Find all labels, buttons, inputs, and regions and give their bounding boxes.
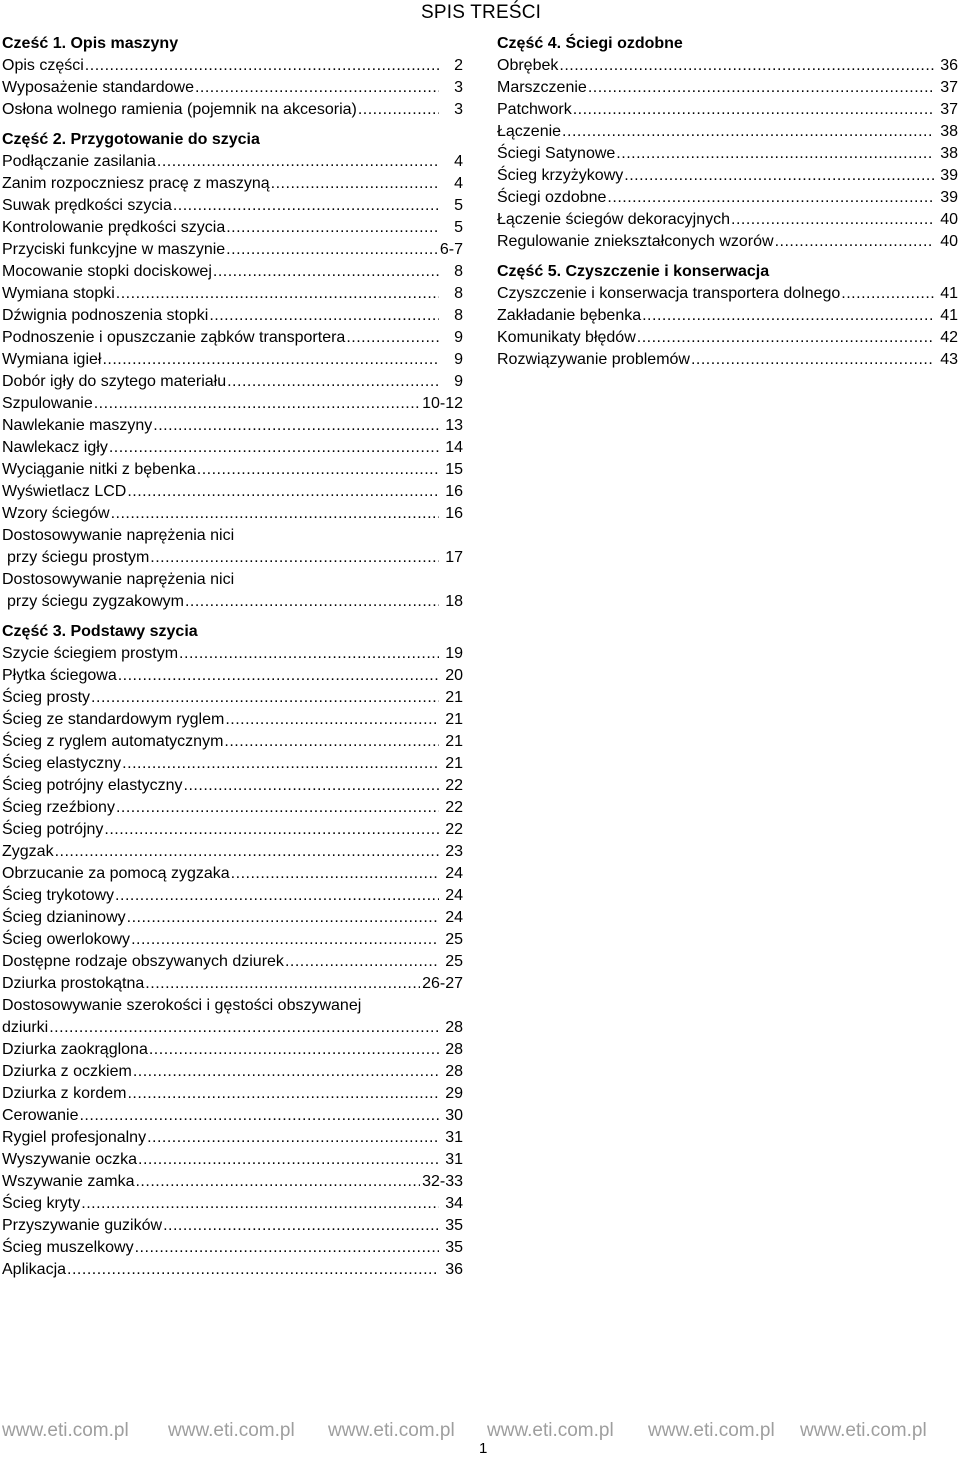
entry-label: Dostosowywanie szerokości i gęstości obszywanej	[2, 997, 362, 1014]
dot-leader	[346, 327, 439, 349]
entry-page: 35	[445, 1239, 463, 1256]
toc-entry[interactable]	[2, 643, 463, 665]
entry-page: 3	[454, 101, 463, 118]
entry-label: Mocowanie stopki dociskowej	[2, 263, 212, 280]
entry-page: 16	[445, 505, 463, 522]
dot-leader	[841, 283, 934, 305]
dot-leader	[225, 709, 439, 731]
entry-page: 41	[940, 285, 958, 302]
entry-page: 28	[445, 1019, 463, 1036]
footer-link[interactable]: www.eti.com.pl	[648, 1420, 775, 1441]
dot-leader	[573, 99, 934, 121]
toc-entry[interactable]	[2, 525, 463, 569]
entry-line	[2, 1017, 463, 1039]
toc-right-column	[497, 33, 958, 379]
entry-label: Szycie ściegiem prostym	[2, 645, 179, 662]
toc-entry[interactable]	[2, 1149, 463, 1171]
dot-leader	[231, 863, 439, 885]
entry-page: 24	[445, 887, 463, 904]
footer-link[interactable]: www.eti.com.pl	[2, 1420, 129, 1441]
entry-page: 22	[445, 799, 463, 816]
dot-leader	[775, 231, 934, 253]
dot-leader	[150, 547, 439, 569]
entry-label: Ścieg prosty	[2, 689, 91, 706]
entry-page: 42	[940, 329, 958, 346]
entry-label: Wszywanie zamka	[2, 1173, 135, 1190]
dot-leader	[226, 239, 438, 261]
entry-page: 38	[940, 123, 958, 140]
toc-entry[interactable]	[2, 55, 463, 77]
toc-entry[interactable]	[2, 885, 463, 907]
entry-label: Obrzucanie za pomocą zygzaka	[2, 865, 230, 882]
entry-label: Dostosowywanie naprężenia nici	[2, 527, 235, 544]
toc-entry[interactable]	[2, 1237, 463, 1259]
entry-page: 37	[940, 101, 958, 118]
dot-leader	[138, 1149, 439, 1171]
dot-leader	[111, 503, 439, 525]
toc-entry[interactable]	[2, 459, 463, 481]
dot-leader	[102, 349, 439, 371]
toc-entry[interactable]	[2, 1061, 463, 1083]
entry-page: 34	[445, 1195, 463, 1212]
entry-label: Suwak prędkości szycia	[2, 197, 172, 214]
dot-leader	[195, 77, 439, 99]
toc-entry[interactable]	[2, 775, 463, 797]
entry-page: 28	[445, 1041, 463, 1058]
entry-label: Wyszywanie oczka	[2, 1151, 138, 1168]
entry-page: 5	[454, 197, 463, 214]
dot-leader	[637, 327, 934, 349]
entry-page: 8	[454, 263, 463, 280]
section-heading: Część 4. Ściegi ozdobne	[497, 35, 683, 52]
dot-leader	[562, 121, 934, 143]
dot-leader	[642, 305, 934, 327]
entry-page: 16	[445, 483, 463, 500]
toc-entry[interactable]	[2, 709, 463, 731]
entry-page: 21	[445, 689, 463, 706]
dot-leader	[179, 643, 439, 665]
toc-entry[interactable]	[2, 371, 463, 393]
toc-entry[interactable]	[2, 797, 463, 819]
dot-leader	[81, 1193, 439, 1215]
entry-page: 19	[445, 645, 463, 662]
page-number: 1	[479, 1440, 488, 1457]
entry-label: Nawlekacz igły	[2, 439, 108, 456]
page-title: SPIS TREŚCI	[421, 2, 542, 23]
toc-entry[interactable]	[497, 305, 958, 327]
entry-page: 3	[454, 79, 463, 96]
entry-label: Zakładanie bębenka	[497, 307, 642, 324]
entry-label: przy ściegu zygzakowym	[7, 593, 184, 610]
toc-entry[interactable]	[497, 231, 958, 253]
toc-entry[interactable]	[497, 55, 958, 77]
entry-page: 22	[445, 821, 463, 838]
entry-label: Opis części	[2, 57, 84, 74]
entry-label: Rygiel profesjonalny	[2, 1129, 147, 1146]
entry-label: Podnoszenie i opuszczanie ząbków transportera	[2, 329, 346, 346]
dot-leader	[118, 665, 439, 687]
entry-label: Dobór igły do szytego materiału	[2, 373, 227, 390]
entry-page: 36	[940, 57, 958, 74]
entry-page: 18	[445, 593, 463, 610]
toc-entry[interactable]	[2, 415, 463, 437]
section-heading: Część 5. Czyszczenie i konserwacja	[497, 263, 770, 280]
toc-entry[interactable]	[2, 217, 463, 239]
dot-leader	[358, 99, 439, 121]
entry-page: 8	[454, 307, 463, 324]
entry-page: 30	[445, 1107, 463, 1124]
entry-label: Zanim rozpoczniesz pracę z maszyną	[2, 175, 270, 192]
toc-entry[interactable]	[497, 209, 958, 231]
entry-label: Patchwork	[497, 101, 572, 118]
toc-section	[497, 33, 958, 253]
entry-page: 39	[940, 189, 958, 206]
toc-entry[interactable]	[2, 239, 463, 261]
dot-leader	[147, 1127, 439, 1149]
toc-left-column	[2, 33, 463, 1289]
toc-entry[interactable]	[2, 929, 463, 951]
entry-label: Płytka ściegowa	[2, 667, 117, 684]
toc-entry[interactable]	[2, 481, 463, 503]
dot-leader	[116, 283, 439, 305]
entry-label: Przyciski funkcyjne w maszynie	[2, 241, 226, 258]
entry-label: Wymiana igieł	[2, 351, 102, 368]
dot-leader	[197, 459, 439, 481]
toc-entry[interactable]	[497, 143, 958, 165]
entry-page: 35	[445, 1217, 463, 1234]
entry-page: 29	[445, 1085, 463, 1102]
entry-label: Ścieg potrójny elastyczny	[2, 777, 183, 794]
dot-leader	[49, 1017, 439, 1039]
footer-link[interactable]: www.eti.com.pl	[168, 1420, 295, 1441]
entry-label: Dziurka z oczkiem	[2, 1063, 132, 1080]
entry-label: Ścieg trykotowy	[2, 887, 115, 904]
entry-page: 24	[445, 865, 463, 882]
toc-entry[interactable]	[497, 327, 958, 349]
toc-entry[interactable]	[2, 1193, 463, 1215]
entry-page: 6-7	[439, 241, 463, 258]
dot-leader	[115, 885, 439, 907]
dot-leader	[691, 349, 934, 371]
entry-label: Osłona wolnego ramienia (pojemnik na akcesoria)	[2, 101, 357, 118]
toc-section	[2, 33, 463, 121]
entry-label: Dostosowywanie naprężenia nici	[2, 571, 235, 588]
entry-page: 36	[445, 1261, 463, 1278]
entry-page: 25	[445, 931, 463, 948]
footer-link[interactable]: www.eti.com.pl	[800, 1420, 927, 1441]
entry-page: 24	[445, 909, 463, 926]
toc-entry[interactable]	[497, 283, 958, 305]
entry-label: Dźwignia podnoszenia stopki	[2, 307, 209, 324]
toc-entry[interactable]	[2, 283, 463, 305]
entry-label: Podłączanie zasilania	[2, 153, 156, 170]
toc-entry[interactable]	[2, 819, 463, 841]
dot-leader	[55, 841, 439, 863]
entry-label: Dziurka zaokrąglona	[2, 1041, 148, 1058]
entry-page: 31	[445, 1151, 463, 1168]
entry-page: 38	[940, 145, 958, 162]
section-heading: Część 3. Podstawy szycia	[2, 623, 198, 640]
dot-leader	[85, 55, 439, 77]
entry-page: 31	[445, 1129, 463, 1146]
dot-leader	[184, 775, 439, 797]
entry-label: Wyposażenie standardowe	[2, 79, 194, 96]
toc-entry[interactable]	[2, 907, 463, 929]
entry-label: Rozwiązywanie problemów	[497, 351, 690, 368]
entry-label: Ścieg owerlokowy	[2, 931, 131, 948]
entry-label: Dziurka prostokątna	[2, 975, 145, 992]
toc-entry[interactable]	[2, 1105, 463, 1127]
entry-label: przy ściegu prostym	[7, 549, 150, 566]
dot-leader	[173, 195, 439, 217]
dot-leader	[227, 371, 439, 393]
toc-entry[interactable]	[497, 165, 958, 187]
dot-leader	[127, 907, 439, 929]
toc-entry[interactable]	[2, 1259, 463, 1281]
entry-page: 22	[445, 777, 463, 794]
toc-entry[interactable]	[2, 973, 463, 995]
toc-entry[interactable]	[2, 1127, 463, 1149]
dot-leader	[67, 1259, 439, 1281]
entry-label: Wyciąganie nitki z bębenka	[2, 461, 196, 478]
entry-page: 21	[445, 733, 463, 750]
toc-entry[interactable]	[2, 951, 463, 973]
dot-leader	[145, 973, 420, 995]
entry-page: 23	[445, 843, 463, 860]
dot-leader	[94, 393, 420, 415]
toc-entry[interactable]	[2, 1039, 463, 1061]
entry-label: Łączenie	[497, 123, 562, 140]
toc-entry[interactable]	[2, 437, 463, 459]
entry-page: 37	[940, 79, 958, 96]
toc-entry[interactable]	[2, 327, 463, 349]
toc-section	[2, 621, 463, 1281]
dot-leader	[271, 173, 439, 195]
toc-entry[interactable]	[2, 99, 463, 121]
entry-page: 41	[940, 307, 958, 324]
toc-entry[interactable]	[2, 863, 463, 885]
entry-page: 17	[445, 549, 463, 566]
entry-page: 32-33	[422, 1173, 463, 1190]
toc-entry[interactable]	[2, 1083, 463, 1105]
dot-leader	[285, 951, 439, 973]
toc-section	[497, 261, 958, 371]
entry-label: Przyszywanie guzików	[2, 1217, 163, 1234]
entry-page: 20	[445, 667, 463, 684]
dot-leader	[163, 1215, 439, 1237]
toc-entry[interactable]	[2, 305, 463, 327]
toc-entry[interactable]	[2, 753, 463, 775]
toc-entry[interactable]	[2, 503, 463, 525]
dot-leader	[149, 1039, 439, 1061]
dot-leader	[624, 165, 934, 187]
dot-leader	[79, 1105, 439, 1127]
dot-leader	[153, 415, 439, 437]
toc-entry[interactable]	[2, 77, 463, 99]
dot-leader	[135, 1171, 420, 1193]
entry-label: Komunikaty błędów	[497, 329, 636, 346]
entry-label: Ścieg ze standardowym ryglem	[2, 711, 225, 728]
entry-page: 10-12	[422, 395, 463, 412]
entry-label: Ścieg dzianinowy	[2, 909, 126, 926]
entry-label: Ścieg potrójny	[2, 821, 104, 838]
dot-leader	[616, 143, 934, 165]
entry-label: Ścieg kryty	[2, 1195, 81, 1212]
toc-entry[interactable]	[2, 1215, 463, 1237]
entry-label: Nawlekanie maszyny	[2, 417, 153, 434]
entry-page: 43	[940, 351, 958, 368]
toc-section	[2, 129, 463, 613]
entry-label: Ścieg muszelkowy	[2, 1239, 134, 1256]
entry-label: Wymiana stopki	[2, 285, 115, 302]
entry-label: Marszczenie	[497, 79, 587, 96]
footer-link[interactable]: www.eti.com.pl	[487, 1420, 614, 1441]
dot-leader	[131, 929, 439, 951]
dot-leader	[127, 1083, 439, 1105]
entry-label: Wzory ściegów	[2, 505, 110, 522]
toc-entry[interactable]	[2, 665, 463, 687]
entry-page: 28	[445, 1063, 463, 1080]
section-heading: Część 2. Przygotowanie do szycia	[2, 131, 260, 148]
entry-page: 9	[454, 329, 463, 346]
entry-label: Szpulowanie	[2, 395, 93, 412]
dot-leader	[731, 209, 934, 231]
toc-entry[interactable]	[2, 995, 463, 1039]
entry-page: 25	[445, 953, 463, 970]
entry-label: Wyświetlacz LCD	[2, 483, 127, 500]
toc-entry[interactable]	[497, 121, 958, 143]
section-heading: Cześć 1. Opis maszyny	[2, 35, 179, 52]
entry-page: 21	[445, 755, 463, 772]
entry-label: dziurki	[2, 1019, 49, 1036]
toc-entry[interactable]	[497, 349, 958, 371]
toc-entry[interactable]	[2, 173, 463, 195]
toc-entry[interactable]	[497, 99, 958, 121]
dot-leader	[135, 1237, 439, 1259]
footer-link[interactable]: www.eti.com.pl	[328, 1420, 455, 1441]
dot-leader	[224, 731, 439, 753]
dot-leader	[226, 217, 439, 239]
entry-page: 26-27	[422, 975, 463, 992]
toc-entry[interactable]	[2, 731, 463, 753]
entry-line	[2, 591, 463, 613]
toc-entry[interactable]	[497, 77, 958, 99]
toc-entry[interactable]	[2, 151, 463, 173]
toc-entry[interactable]	[2, 195, 463, 217]
entry-page: 15	[445, 461, 463, 478]
entry-label: Czyszczenie i konserwacja transportera dolnego	[497, 285, 841, 302]
entry-page: 4	[454, 153, 463, 170]
toc-entry[interactable]	[497, 187, 958, 209]
dot-leader	[209, 305, 439, 327]
entry-label: Cerowanie	[2, 1107, 79, 1124]
entry-page: 2	[454, 57, 463, 74]
dot-leader	[213, 261, 439, 283]
entry-page: 14	[445, 439, 463, 456]
dot-leader	[104, 819, 439, 841]
entry-label: Ścieg elastyczny	[2, 755, 122, 772]
toc-entry[interactable]	[2, 393, 463, 415]
entry-label: Ściegi ozdobne	[497, 189, 607, 206]
entry-label: Aplikacja	[2, 1261, 67, 1278]
entry-page: 5	[454, 219, 463, 236]
dot-leader	[559, 55, 934, 77]
dot-leader	[109, 437, 439, 459]
dot-leader	[588, 77, 934, 99]
entry-label: Ścieg z ryglem automatycznym	[2, 733, 224, 750]
dot-leader	[122, 753, 439, 775]
entry-page: 8	[454, 285, 463, 302]
toc-entry[interactable]	[2, 841, 463, 863]
entry-line	[2, 547, 463, 569]
dot-leader	[607, 187, 934, 209]
entry-page: 21	[445, 711, 463, 728]
entry-label: Obrębek	[497, 57, 559, 74]
entry-page: 13	[445, 417, 463, 434]
dot-leader	[157, 151, 439, 173]
entry-label: Łączenie ściegów dekoracyjnych	[497, 211, 731, 228]
dot-leader	[116, 797, 439, 819]
entry-page: 40	[940, 233, 958, 250]
entry-label: Dostępne rodzaje obszywanych dziurek	[2, 953, 284, 970]
dot-leader	[127, 481, 439, 503]
dot-leader	[91, 687, 439, 709]
entry-label: Dziurka z kordem	[2, 1085, 127, 1102]
entry-page: 9	[454, 373, 463, 390]
entry-label: Zygzak	[2, 843, 54, 860]
toc-entry[interactable]	[2, 1171, 463, 1193]
entry-label: Ściegi Satynowe	[497, 145, 616, 162]
entry-label: Ścieg rzeźbiony	[2, 799, 115, 816]
entry-page: 39	[940, 167, 958, 184]
dot-leader	[133, 1061, 439, 1083]
entry-page: 9	[454, 351, 463, 368]
toc-entry[interactable]	[2, 349, 463, 371]
dot-leader	[185, 591, 439, 613]
toc-entry[interactable]	[2, 261, 463, 283]
toc-entry[interactable]	[2, 569, 463, 613]
toc-entry[interactable]	[2, 687, 463, 709]
entry-label: Regulowanie zniekształconych wzorów	[497, 233, 774, 250]
entry-page: 40	[940, 211, 958, 228]
entry-page: 4	[454, 175, 463, 192]
entry-label: Ścieg krzyżykowy	[497, 167, 624, 184]
entry-label: Kontrolowanie prędkości szycia	[2, 219, 226, 236]
